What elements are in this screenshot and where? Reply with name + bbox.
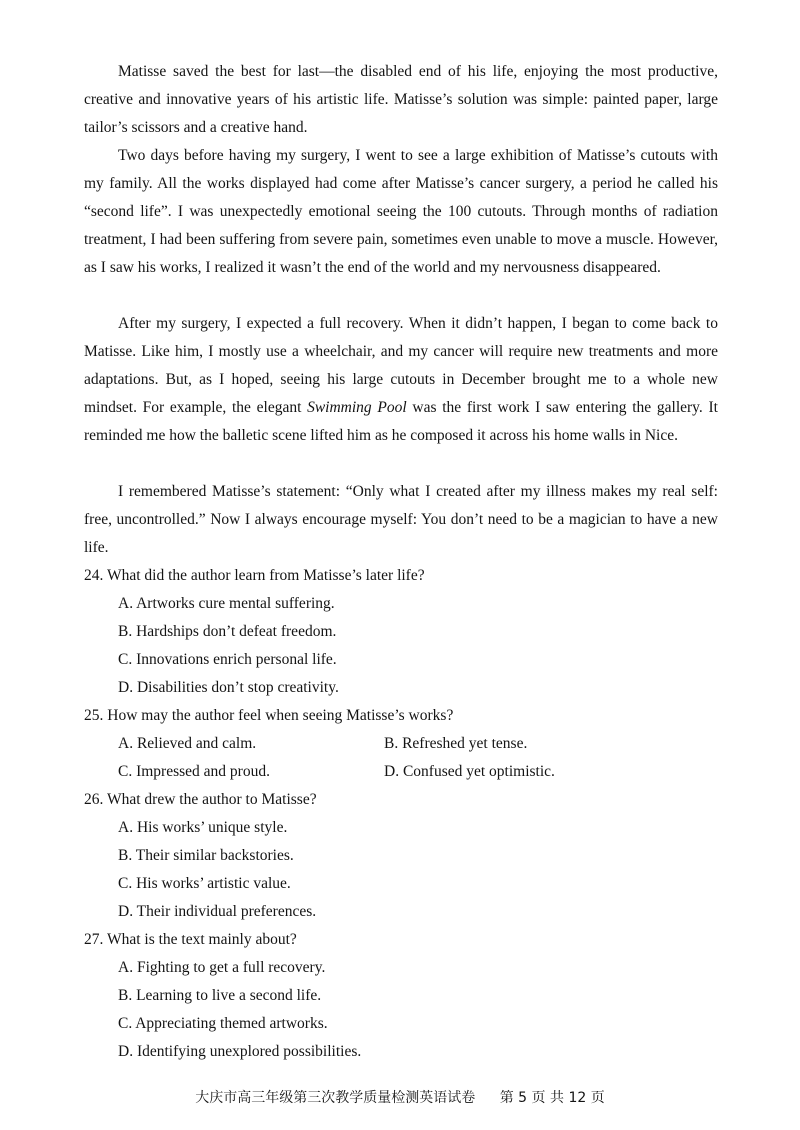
paragraph-3: After my surgery, I expected a full recovery. When it didn’t happen, I began to come back to Matisse. Like him, I mostly use a wheelchair, and my cancer will require new treatments and more adaptations. But, as I hoped, seeing his large cutouts in December brought me to a whole new mindset. For example, the elegant Swimming Pool was the first work I saw entering the gallery. It reminded me how the balletic scene lifted him as he composed it across his home walls in Nice. — [84, 315, 718, 444]
q27-option-d: D. Identifying unexplored possibilities. — [118, 1043, 362, 1060]
q24-option-a: A. Artworks cure mental suffering. — [118, 595, 335, 612]
paragraph-1: Matisse saved the best for last—the disabled end of his life, enjoying the most productive, creative and innovative years of his artistic life. Matisse’s solution was simple: painted paper, large tailor’s scissors and a creative hand. — [84, 63, 718, 136]
question-25-stem: 25. How may the author feel when seeing Matisse’s works? — [84, 707, 454, 724]
question-24-stem: 24. What did the author learn from Matisse’s later life? — [84, 567, 425, 584]
artwork-title: Swimming Pool — [307, 399, 407, 416]
q26-option-a: A. His works’ unique style. — [118, 819, 288, 836]
q26-option-b: B. Their similar backstories. — [118, 847, 294, 864]
question-26-stem: 26. What drew the author to Matisse? — [84, 791, 317, 808]
q25-option-b: B. Refreshed yet tense. — [384, 735, 528, 752]
q26-option-d: D. Their individual preferences. — [118, 903, 317, 920]
q26-option-c: C. His works’ artistic value. — [118, 875, 291, 892]
q24-option-b: B. Hardships don’t defeat freedom. — [118, 623, 337, 640]
q24-option-c: C. Innovations enrich personal life. — [118, 651, 337, 668]
q24-option-d: D. Disabilities don’t stop creativity. — [118, 679, 339, 696]
exam-title: 大庆市高三年级第三次教学质量检测英语试卷 — [195, 1090, 476, 1106]
q25-option-c: C. Impressed and proud. — [118, 763, 270, 780]
q27-option-b: B. Learning to live a second life. — [118, 987, 322, 1004]
page-number: 第 5 页 共 12 页 — [499, 1090, 605, 1106]
paragraph-4: I remembered Matisse’s statement: “Only what I created after my illness makes my real self: free, uncontrolled.” Now I always encourage myself: You don’t need to be a magician to have a new life. — [84, 483, 718, 556]
q25-option-a: A. Relieved and calm. — [118, 735, 257, 752]
paragraph-2: Two days before having my surgery, I went to see a large exhibition of Matisse’s cutouts with my family. All the works displayed had come after Matisse’s cancer surgery, a period he called his “second life”. I was unexpectedly emotional seeing the 100 cutouts. Through months of radiation treatment, I had been suffering from severe pain, sometimes even unable to move a muscle. However, as I saw his works, I realized it wasn’t the end of the world and my nervousness disappeared. — [84, 147, 718, 276]
page-footer — [0, 1088, 800, 1108]
q27-option-c: C. Appreciating themed artworks. — [118, 1015, 328, 1032]
question-27-stem: 27. What is the text mainly about? — [84, 931, 297, 948]
q25-option-d: D. Confused yet optimistic. — [384, 763, 555, 780]
q27-option-a: A. Fighting to get a full recovery. — [118, 959, 326, 976]
